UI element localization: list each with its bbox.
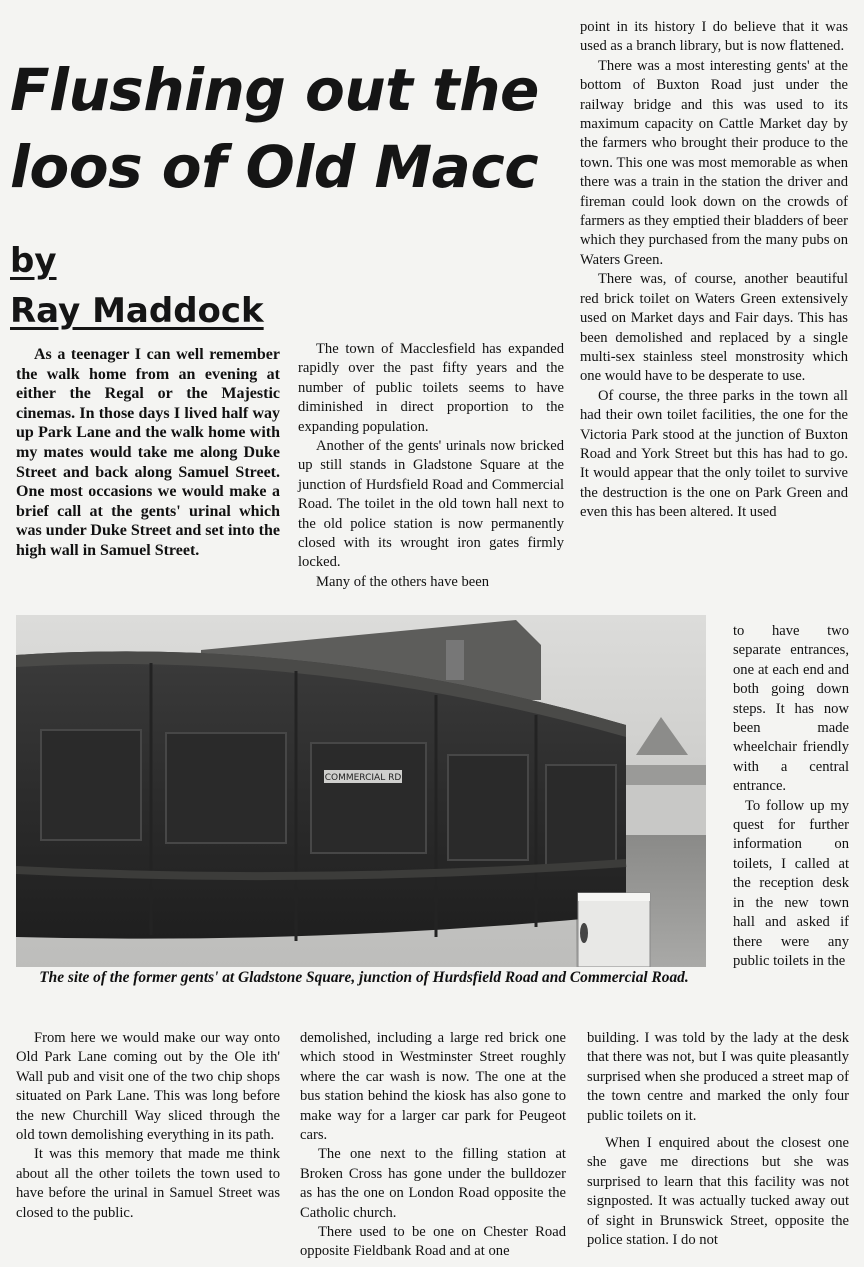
column-3-top xyxy=(580,18,848,523)
col2-bottom-paragraph-1: demolished, including a large red brick one which stood in Westminster Street roughly where the car wash is now. The one at the bus station behind the kiosk has also gone to make way for a larger car park for Peugeot cars. xyxy=(300,1030,566,1144)
intro-column xyxy=(16,345,280,561)
col1-bottom-paragraph-2: It was this memory that made me think about all the other toilets the town used to have before the urinal in Samuel Street was closed to the public. xyxy=(16,1146,280,1221)
column-1-bottom xyxy=(16,1029,280,1223)
col2-paragraph-1: The town of Macclesfield has expanded rapidly over the past fifty years and the number of public toilets seems to have diminished in direct proportion to the expanding population. xyxy=(298,341,564,435)
byline-by: by xyxy=(10,241,57,281)
col2-bottom-paragraph-3: There used to be one on Chester Road opposite Fieldbank Road and at one xyxy=(300,1224,566,1260)
title-line-2: loos of Old Macc xyxy=(10,133,539,201)
article-title xyxy=(10,52,570,206)
byline xyxy=(10,236,310,336)
byline-author: Ray Maddock xyxy=(10,291,264,331)
column-3-narrow xyxy=(733,622,849,971)
article-photo xyxy=(16,615,706,967)
intro-paragraph: As a teenager I can well remember the walk home from an evening at either the Regal or the Majestic cinemas. In those days I lived half way up Park Lane and the walk home with my mates would take me along Duke Street and back along Samuel Street. One most occasions we would make a brief call at the gents' urinal which was under Duke Street and set into the high wall in Samuel Street. xyxy=(16,346,280,559)
col3-narrow-paragraph-1: to have two separate entrances, one at each end and both going down steps. It has now been made wheelchair friendly with a central entrance. xyxy=(733,623,849,795)
title-line-1: Flushing out the xyxy=(10,56,539,124)
col3-bottom-paragraph-1: building. I was told by the lady at the desk that there was not, but I was quite pleasantly surprised when she produced a street map of the town centre and marked the only four public toilets on it. xyxy=(587,1030,849,1124)
column-2-top xyxy=(298,340,564,592)
column-3-bottom xyxy=(587,1029,849,1250)
col3-paragraph-1: point in its history I do believe that it was used as a branch library, but is now flattened. xyxy=(580,19,848,55)
photo-caption: The site of the former gents' at Gladstone Square, junction of Hurdsfield Road and Commercial Road. xyxy=(39,969,689,986)
col3-paragraph-3: There was, of course, another beautiful red brick toilet on Waters Green extensively used on Market days and Fair days. This has been demolished and replaced by a single multi-sex stainless steel monstrosity which one would have to be desperate to use. xyxy=(580,271,848,385)
col1-bottom-paragraph-1: From here we would make our way onto Old Park Lane coming out by the Ole ith' Wall pub and visit one of the two chip shops situated on Park Lane. This was long before the new Churchill Way sliced through the old town demolishing everything in its path. xyxy=(16,1030,280,1144)
column-2-bottom xyxy=(300,1029,566,1262)
col3-bottom-paragraph-2: When I enquired about the closest one she gave me directions but she was surprised to learn that this facility was not signposted. It was actually tucked away out of sight in Brunswick Street, opposite the police station. I do not xyxy=(587,1135,849,1249)
col2-bottom-paragraph-2: The one next to the filling station at Broken Cross has gone under the bulldozer as has the one on London Road opposite the Catholic church. xyxy=(300,1146,566,1221)
photo-street-sign: COMMERCIAL RD xyxy=(324,773,402,783)
col2-paragraph-2: Another of the gents' urinals now bricked up still stands in Gladstone Square at the junction of Hurdsfield Road and Commercial Road. The toilet in the old town hall next to the old police station is now permanently closed with its wrought iron gates firmly locked. xyxy=(298,438,564,571)
col3-paragraph-2: There was a most interesting gents' at the bottom of Buxton Road just under the railway bridge and this was used to its maximum capacity on Cattle Market day by the farmers who brought their produce to the town. This one was most memorable as when there was a train in the station the driver and fireman could look down on the crowds of farmers as they emptied their bladders of beer which they purchased from the many pubs on Waters Green. xyxy=(580,57,848,268)
col2-paragraph-3: Many of the others have been xyxy=(316,573,490,590)
col3-paragraph-4: Of course, the three parks in the town all had their own toilet facilities, the one for the Victoria Park stood at the junction of Buxton Road and York Street but this has had to go. It would appear that the only toilet to survive the destruction is the one on Park Green and even this has been altered. It used xyxy=(580,387,848,521)
col3-narrow-paragraph-2: To follow up my quest for further information on toilets, I called at the reception desk in the new town hall and asked if there were any public toilets in the xyxy=(733,797,849,969)
